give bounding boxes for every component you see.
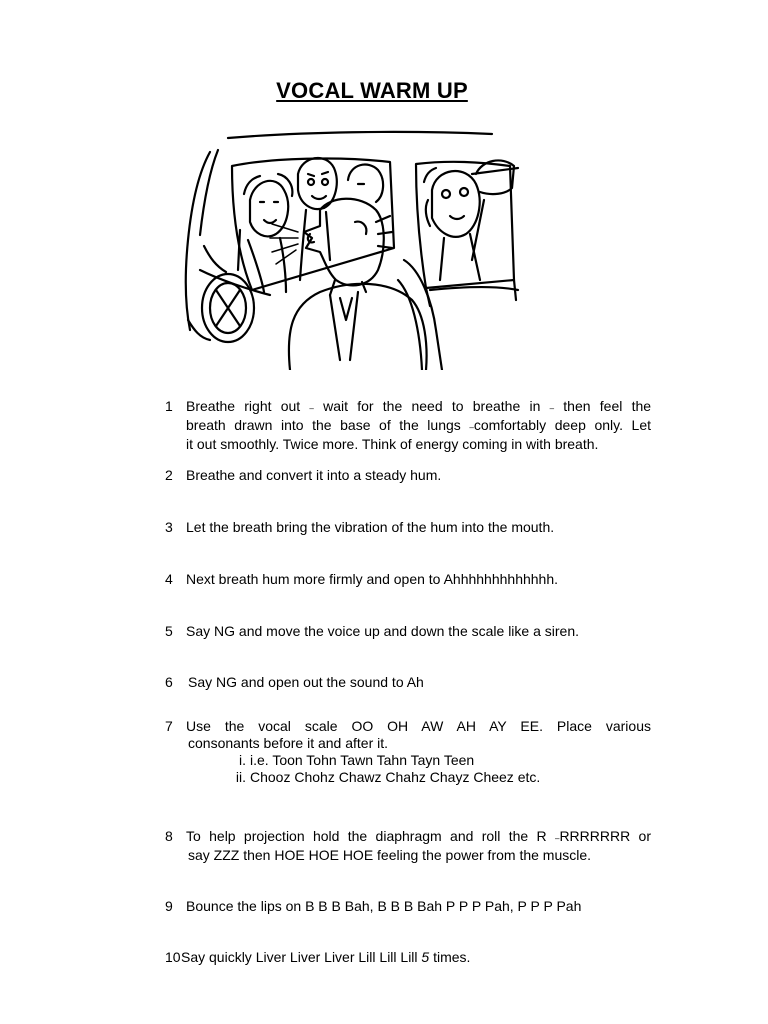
item-number: 7 (165, 718, 173, 734)
list-item (165, 718, 651, 786)
item-line: To help projection hold the diaphragm and roll the R –RRRRRRR or (186, 828, 651, 844)
sub-item-marker: i. (239, 752, 246, 768)
item-line: Use the vocal scale OO OH AW AH AY EE. Place various (186, 718, 651, 734)
item-text: Say NG and move the voice up and down the scale like a siren. (186, 623, 579, 639)
item-line: it out smoothly. Twice more. Think of energy coming in with breath. (186, 436, 599, 452)
item-line: breath drawn into the base of the lungs –comfortably deep only. Let (186, 417, 652, 433)
item-number: 8 (165, 828, 173, 844)
item-number: 10 (165, 949, 181, 965)
item-line: say ZZZ then HOE HOE HOE feeling the power from the muscle. (188, 847, 592, 863)
sub-item-text: i.e. Toon Tohn Tawn Tahn Tayn Teen (250, 752, 475, 768)
item-text: Let the breath bring the vibration of the hum into the mouth. (186, 519, 555, 535)
item-number: 1 (165, 398, 173, 414)
item-number: 3 (165, 519, 173, 535)
item-number: 2 (165, 467, 173, 483)
sub-item (228, 769, 651, 786)
list-item (165, 398, 651, 453)
list-item (165, 519, 651, 536)
list-item (165, 674, 651, 691)
list-item (165, 623, 651, 640)
list-item (165, 467, 651, 484)
list-item (165, 898, 651, 915)
item-text: Bounce the lips on B B B Bah, B B B Bah P P P Pah, P P P Pah (186, 898, 582, 914)
item-number: 4 (165, 571, 173, 587)
item-text: Say quickly Liver Liver Liver Lill Lill Lill 5 times. (181, 949, 471, 965)
sub-item-text: Chooz Chohz Chawz Chahz Chayz Cheez etc. (250, 769, 541, 785)
sub-item (228, 752, 651, 769)
item-line: Breathe right out – wait for the need to breathe in – then feel the (186, 398, 652, 414)
item-text: Next breath hum more firmly and open to Ahhhhhhhhhhhhh. (186, 571, 559, 587)
cartoon-illustration (180, 130, 520, 370)
item-number: 6 (165, 674, 173, 690)
item-text: Say NG and open out the sound to Ah (188, 674, 424, 690)
item-number: 5 (165, 623, 173, 639)
sub-item-marker: ii. (235, 769, 246, 785)
list-item (165, 571, 651, 588)
item-line: consonants before it and after it. (188, 735, 389, 751)
item-number: 9 (165, 898, 173, 914)
list-item (165, 949, 651, 966)
page-title: VOCAL WARM UP (276, 78, 468, 103)
list-item (165, 828, 651, 864)
item-text: Breathe and convert it into a steady hum. (186, 467, 442, 483)
